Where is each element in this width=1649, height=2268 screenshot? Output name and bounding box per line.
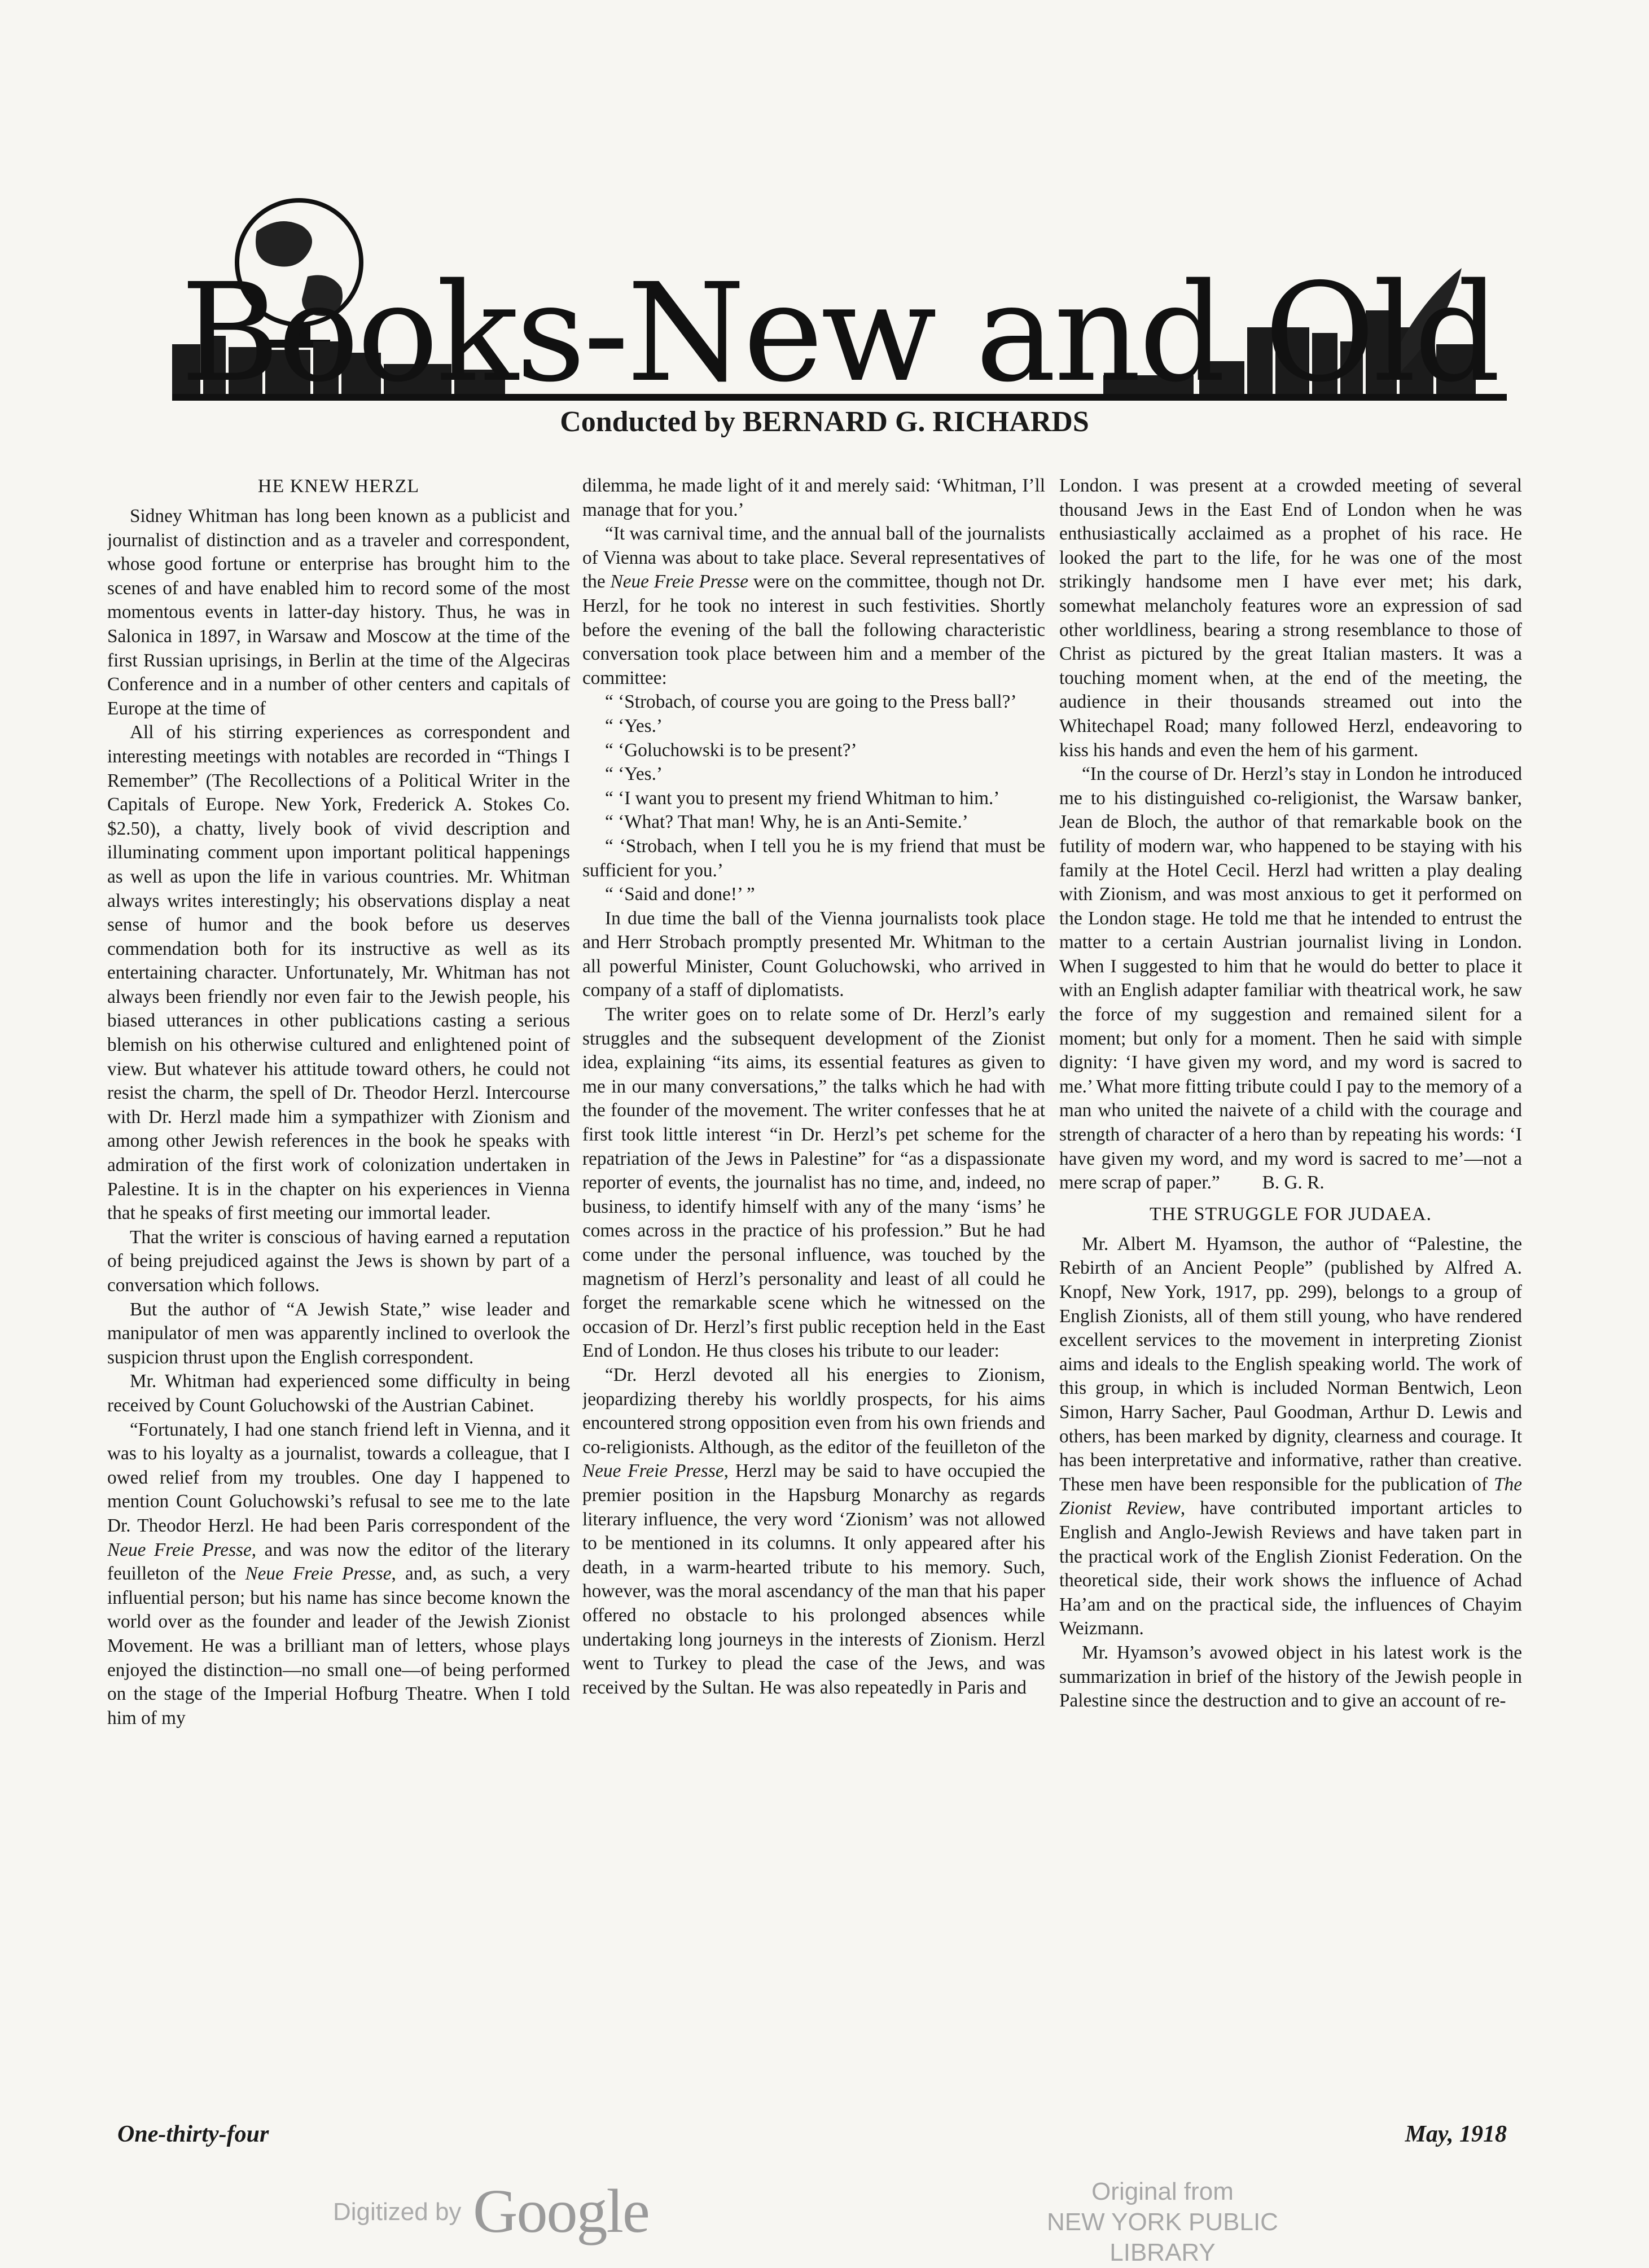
article-heading: HE KNEW HERZL [257,476,420,497]
google-logo: Google [473,2177,649,2245]
folio-right: May, 1918 [1405,2121,1507,2147]
masthead-title: Books-New and Old [180,254,1499,412]
original-from-label: Original from [1091,2178,1234,2205]
column-3: London. I was present at a crowded meeting of several thousand Jews in the East End of London when he was enthusiastically acclaimed as a prophet of his race. He looked the part to the life, for he was one of the most strikingly handsome men I have ever met; his dark, somewhat melancholy features wore an expression of sad other worldliness, bearing a strong resemblance to those of Christ as pictured by the great Italian masters. It was a touching moment when, at the end of the meeting, the audience in their thousands streamed out into the Whitechapel Road; many followed Herzl, endeavoring to kiss his hands and even the hem of his garment. “In the course of Dr. Herzl’s stay in London he introduced me to his distinguished co-religionist, the Warsaw banker, Jean de Bloch, the author of that remarkable book on the futility of modern war, who happened to be staying with his family at the Hotel Cecil. Herzl had written a play dealing with Zionism, and was most anxious to get it performed on the London stage. He told me that he intended to entrust the matter to a certain Austrian journalist living in London. When I suggested to him that he would do better to place it with an English adapter familiar with theatrical work, he saw the force of my suggestion and remained silent for a moment; but only for a moment. Then he said with simple dignity: ‘I have given my word, and my word is sacred to me.’ What more fitting tribute could I pay to the memory of a man who united the naivete of a child with the courage and strength of character of a hero than by repeating his words: ‘I have given my word, and my word is sacred to me’—not a mere scrap of paper.” B. G. R. THE STRUGGLE FOR JUDAEA. Mr. Albert M. Hyamson, the author of “Palestine, the Rebirth of an Ancient People” (published by Alfred A. Knopf, New York, 1917, pp. 299), belongs to a group of English Zionists, all of them still young, who have rendered excellent services to the movement in interpreting Zionist aims and ideals to the English speaking world. The work of this group, in which is included Norman Bentwich, Leon Simon, Harry Sacher, Paul Goodman, Arthur D. Lewis and others, has been marked by dignity, clearness and courage. It has been interpretative and informative, rather than creative. These men have been responsible for the publication of The Zionist Review, have contributed important articles to English and Anglo-Jewish Reviews and have taken part in the practical work of the English Zionist Federation. On the theoretical side, their work shows the influence of Achad Ha’am and on the practical side, the influences of Chayim Weizmann. Mr. Hyamson’s avowed object in his latest work is the summarization in brief of the history of the Jewish people in Palestine since the destruction and to give an account of re- [1059,475,1522,1712]
folio-left: One-thirty-four [117,2121,269,2147]
article-heading: THE STRUGGLE FOR JUDAEA. [1150,1203,1432,1225]
column-2: dilemma, he made light of it and merely said: ‘Whitman, I’ll manage that for you.’ “It was carnival time, and the annual ball of the journalists of Vienna was about to take place. Several representatives of the Neue Freie Presse were on the committee, though not Dr. Herzl, for he took no interest in such festivities. Shortly before the evening of the ball the following characteristic conversation took place between him and a member of the committee: “ ‘Strobach, of course you are going to the Press ball?’ “ ‘Yes.’ “ ‘Goluchowski is to be present?’ “ ‘Yes.’ “ ‘I want you to present my friend Whitman to him.’ “ ‘What? That man! Why, he is an Anti-Semite.’ “ ‘Strobach, when I tell you he is my friend that must be sufficient for you.’ “ ‘Said and done!’ ” In due time the ball of the Vienna journalists took place and Herr Strobach promptly presented Mr. Whitman to the all powerful Minister, Count Goluchowski, who arrived in company of a staff of diplomatists. The writer goes on to relate some of Dr. Herzl’s early struggles and the subsequent development of the Zionist idea, explaining “its aims, its essential features as given to me in our many conversations,” the talks which he had with the founder of the movement. The writer confesses that he at first took little interest “in Dr. Herzl’s pet scheme for the repatriation of the Jews in Palestine” for “as a dispassionate reporter of events, the journalist has no time, and, indeed, no business, to identify himself with any of the many ‘isms’ he comes across in the practice of his profession.” But he had come under the personal influence, was touched by the magnetism of Herzl’s personality and least of all could he forget the remarkable scene which he witnessed on the occasion of Dr. Herzl’s first public reception held in the East End of London. He thus closes his tribute to our leader: “Dr. Herzl devoted all his energies to Zionism, jeopardizing thereby his worldly prospects, for his aims encountered strong opposition even from his own friends and co-religionists. Although, as the editor of the feuilleton of the Neue Freie Presse, Herzl may be said to have occupied the premier position in the Hapsburg Monarchy as regards literary influence, the very word ‘Zionism’ was not allowed to be mentioned in its columns. It only appeared after his death, in a warm-hearted tribute to his memory. Such, however, was the moral ascendancy of the man that his paper offered no obstacle to his prolonged absences while undertaking long journeys in the interests of Zionism. Herzl went to Turkey to plead the case of the Jews, and was received by the Sultan. He was also repeatedly in Paris and [582,475,1045,1698]
masthead [172,141,1507,412]
digitized-by-label: Digitized by [333,2198,462,2226]
column-1: HE KNEW HERZL Sidney Whitman has long been known as a publicist and journalist of distinction and as a traveler and correspondent, whose good fortune or enterprise has brought him to the scenes of and have enabled him to record some of the most momentous events in latter-day history. Thus, he was in Salonica in 1897, in Warsaw and Moscow at the time of the first Russian uprisings, in Berlin at the time of the Algeciras Conference and in a number of other centers and capitals of Europe at the time of All of his stirring experiences as correspondent and interesting meetings with notables are recorded in “Things I Remember” (The Recollections of a Political Writer in the Capitals of Europe. New York, Frederick A. Stokes Co. $2.50), a chatty, lively book of vivid description and illuminating comment upon important political happenings as well as upon the life in various countries. Mr. Whitman always writes interestingly; his observations display a neat sense of humor and the book before us deserves commendation both for its instructive as well as its entertaining character. Unfortunately, Mr. Whitman has not always been friendly nor even fair to the Jewish people, his biased utterances in other publications casting a serious blemish on his otherwise cultured and enlightened point of view. But whatever his attitude toward others, he could not resist the charm, the spell of Dr. Theodor Herzl. Intercourse with Dr. Herzl made him a sympathizer with Zionism and among other Jewish references in the book he speaks with admiration of the first work of colonization undertaken in Palestine. It is in the chapter on his experiences in Vienna that he speaks of first meeting our immortal leader. That the writer is conscious of having earned a reputation of being prejudiced against the Jews is shown by part of a conversation which follows. But the author of “A Jewish State,” wise leader and manipulator of men was apparently inclined to overlook the suspicion thrust upon the English correspondent. Mr. Whitman had experienced some difficulty in being received by Count Goluchowski of the Austrian Cabinet. “Fortunately, I had one stanch friend left in Vienna, and it was to his loyalty as a journalist, towards a colleague, that I owed relief from my troubles. One day I happened to mention Count Goluchowski’s refusal to see me to the late Dr. Theodor Herzl. He had been Paris correspondent of the Neue Freie Presse, and was now the editor of the literary feuilleton of the Neue Freie Presse, and, as such, a very influential person; but his name has since become known the world over as the founder and leader of the Jewish Zionist Movement. He was a brilliant man of letters, whose plays enjoyed the distinction—no small one—of being performed on the stage of the Imperial Hofburg Theatre. When I told him of my [107,474,570,2105]
byline: Conducted by BERNARD G. RICHARDS [560,406,1089,438]
library-credit [993,2177,1332,2268]
library-name: NEW YORK PUBLIC LIBRARY [1047,2208,1278,2266]
